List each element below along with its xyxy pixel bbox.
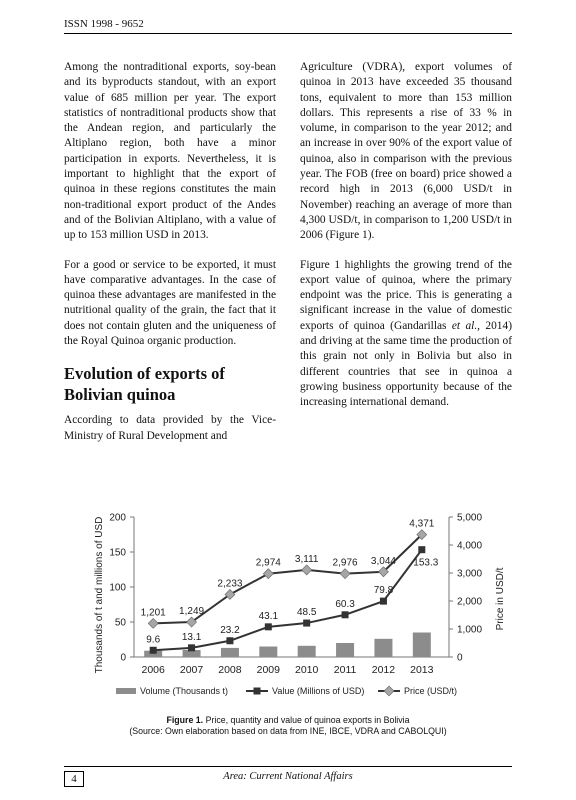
data-label-price: 3,044 (370, 555, 396, 567)
point-price (148, 618, 158, 628)
data-label-price: 2,233 (217, 578, 243, 590)
left-column (64, 60, 276, 458)
legend-swatch-volume (116, 688, 136, 694)
data-label-value: 79.8 (373, 585, 394, 597)
x-tick-label: 2008 (218, 664, 242, 676)
caption-text: Price, quantity and value of quinoa exports in Bolivia (203, 715, 410, 725)
data-label-price: 2,974 (255, 557, 281, 569)
legend-label-volume: Volume (Thousands t) (140, 686, 229, 696)
bar-volume (221, 648, 239, 657)
point-value (226, 637, 233, 644)
bar-volume (336, 643, 354, 657)
y-axis-title-right: Price in USD/t (495, 567, 506, 631)
y-tick-label-left: 100 (109, 582, 126, 594)
x-tick-label: 2013 (410, 664, 434, 676)
y-tick-label-left: 50 (114, 617, 126, 629)
caption-source: (Source: Own elaboration based on data from INE, IBCE, VDRA and CABOLQUI) (129, 726, 447, 736)
data-label-price: 3,111 (294, 553, 319, 565)
point-price (302, 565, 312, 575)
point-value (150, 647, 157, 654)
caption-label: Figure 1. (166, 715, 204, 725)
y-tick-label-right: 5,000 (457, 512, 483, 524)
bar-volume (259, 647, 277, 658)
data-label-value: 48.5 (296, 607, 317, 619)
y-tick-label-left: 200 (109, 512, 126, 524)
data-label-price: 2,976 (332, 557, 358, 569)
point-value (342, 611, 349, 618)
data-label-price: 1,201 (140, 607, 166, 619)
paragraph: For a good or service to be exported, it must have comparative advantages. In the case of quinoa these advantages are manifested in the nutritional quality of the grain, the fact that it does not contain gluten and the uniqueness of the Royal Quinoa organic production. (64, 258, 276, 348)
issn: ISSN 1998 - 9652 (64, 18, 144, 30)
y-axis-title-left: Thousands of t and millions of USD (94, 516, 105, 674)
point-price (340, 569, 350, 579)
paragraph (300, 258, 512, 411)
legend-marker-price (384, 686, 394, 696)
data-label-price: 1,249 (179, 606, 205, 618)
y-tick-label-right: 4,000 (457, 540, 483, 552)
section-heading: Evolution of exports of Bolivian quinoa (64, 364, 225, 405)
text-run: Figure 1 highlights the growing trend of the export value of quinoa, where the primary endpoint was the price. This is generating a significant increase in the value of domestic exports of quinoa (Gandarillas (300, 258, 512, 332)
text-run-italic: et al., (451, 319, 481, 332)
right-column (300, 60, 512, 425)
point-value (265, 623, 272, 630)
point-value (188, 644, 195, 651)
bar-volume (413, 633, 431, 658)
data-label-value: 23.2 (220, 624, 240, 636)
bar-volume (374, 639, 392, 657)
paragraph: According to data provided by the Vice-Ministry of Rural Development and (64, 414, 276, 442)
x-tick-label: 2011 (333, 664, 357, 676)
y-tick-label-right: 3,000 (457, 568, 483, 580)
point-value (303, 620, 310, 627)
page-footer (64, 766, 512, 787)
bar-volume (298, 646, 316, 657)
legend-label-value: Value (Millions of USD) (272, 686, 365, 696)
text-run: 2014) and driving at the same time the production of this grain not only in Bolivia but also in different countries that see in quinoa a growing business opportunity because of the increasing international demand. (300, 319, 512, 409)
y-tick-label-right: 0 (457, 652, 463, 664)
x-tick-label: 2009 (256, 664, 280, 676)
data-label-price: 4,371 (409, 518, 435, 530)
paragraph: Among the nontraditional exports, soy-bean and its byproducts standout, with an export value of 685 million per year. The export statistics of nontraditional products show that the Andean region, and particularly the Altiplano region, both have a minor participation in exports. Nevertheless, it is important to highlight that the export of quinoa in these regions constitutes the main non-traditional export product of the Andes and of the Bolivian Altiplano, with a value of up to 153 million USD in 2013. (64, 61, 276, 242)
paragraph: Agriculture (VDRA), export volumes of quinoa in 2013 have exceeded 35 thousand tons, equivalent to more than 153 million dollars. This represents a rise of 33 % in volume, in comparison to the year 2012; and an increase in over 90% of the export value of quinoa, also in comparison with the previous year. The FOB (free on board) price showed a record high in 2013 (6,000 USD/t in November) reaching an average of more than 4,300 USD/t, in comparison to 1,200 USD/t in 2006 (Figure 1). (300, 61, 512, 242)
legend-label-price: Price (USD/t) (404, 686, 458, 696)
caption-line (64, 715, 512, 726)
data-label-value: 43.1 (258, 610, 279, 622)
point-value (418, 546, 425, 553)
combo-chart (86, 505, 526, 710)
y-tick-label-right: 1,000 (457, 624, 483, 636)
page-number: 4 (64, 771, 84, 787)
page-header (64, 18, 512, 34)
legend-marker-value (254, 688, 261, 695)
y-tick-label-left: 0 (120, 652, 126, 664)
x-tick-label: 2007 (179, 664, 204, 676)
x-tick-label: 2006 (141, 664, 165, 676)
journal-name: Area: Current National Affairs (223, 771, 353, 782)
data-label-value: 9.6 (146, 634, 161, 646)
point-value (380, 598, 387, 605)
data-label-value: 13.1 (181, 631, 202, 643)
y-tick-label-left: 150 (109, 547, 126, 559)
data-label-value: 153.3 (413, 557, 439, 569)
figure-1 (86, 505, 526, 710)
x-tick-label: 2010 (295, 664, 319, 676)
x-tick-label: 2012 (371, 664, 396, 676)
data-label-value: 60.3 (335, 598, 355, 610)
figure-caption (64, 715, 512, 737)
point-price (263, 569, 273, 579)
y-tick-label-right: 2,000 (457, 596, 483, 608)
